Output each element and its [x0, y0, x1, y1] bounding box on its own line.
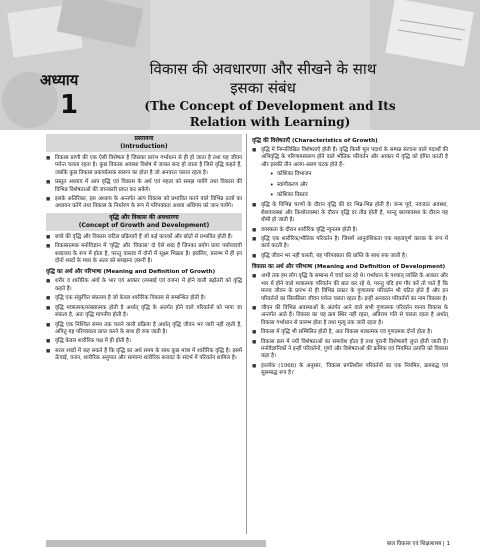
page-number: 1	[446, 541, 450, 547]
characteristics-list	[252, 147, 448, 169]
title-hindi-line1: विकास की अवधारणा और सीखने के साथ	[149, 60, 377, 78]
intro-heading	[46, 134, 242, 152]
list-item: ■ वृद्धि केवल शारीरिक पक्ष में ही होती है।	[46, 338, 242, 345]
characteristics-sub-list	[270, 171, 448, 199]
concept-heading-hindi: वृद्धि और विकास की अवधारणा	[109, 213, 179, 221]
title-english-line2: Relation with Learning)	[189, 115, 351, 129]
list-item: ■ वृद्धि जीवन भर नहीं चलती, यह परिपक्वता की प्राप्ति के साथ रुक जाती है।	[252, 253, 448, 260]
footer-bar	[46, 540, 266, 547]
column-divider	[246, 134, 247, 534]
intro-list	[46, 155, 242, 211]
list-item: ■ जीवन की विभिन्न अवस्थाओं के अंतर्गत आने वाले सभी गुणात्मक परिवर्तन मानव विकास के अन्तर्गत आते हैं। विकास का यह क्रम स्थिर नहीं रहता, अविराम गति से चलता रहता है अर्थात् विकास गर्भाधान से प्रारम्भ होता है तथा मृत्यु तक जारी रहता है।	[252, 305, 448, 327]
characteristics-heading: वृद्धि की विशेषताएँ (Characteristics of Growth)	[252, 138, 378, 144]
footer-text	[387, 540, 450, 548]
list-item: ■ वृद्धि मात्रात्मक/संख्यात्मक होती है अर्थात् वृद्धि के अंतर्गत होने वाले परिवर्तनों को मापा जा सकता है, अतः वृद्धि मापनीय होती है।	[46, 305, 242, 320]
chapter-title-hindi	[118, 60, 408, 98]
list-item: ■ वृद्धि एक शारीरिक/भौतिक परिवर्तन है। जिसमें आनुवंशिकता एक महत्वपूर्ण कारक के रूप में कार्य करती है।	[252, 236, 448, 251]
list-item: ■ विकासात्मक मनोविज्ञान में 'वृद्धि' और 'विकास' दो ऐसे शब्द हैं जिनका प्रयोग प्रायः पर्यायवाची शब्दावय के रूप में होता है, परन्तु वास्तव में दोनों में सूक्ष्म भिन्नता है। इसलिए, प्रारम्भ में ही इन दोनों शब्दों के मध्य के अंतर को समझना ज़रूरी है।	[46, 243, 242, 265]
list-item: ■ प्रस्तुत अध्याय में आप वृद्धि एवं विकास के अर्थ एवं महत्व को समझ पायेंगे तथा विकास की विभिन्न विशेषताओं की जानकारी प्राप्त कर सकेंगे।	[46, 179, 242, 194]
characteristics-list-2	[252, 202, 448, 260]
page-footer	[0, 540, 480, 555]
development-heading: विकास का अर्थ और परिभाषा (Meaning and Definition of Development)	[252, 264, 446, 271]
list-item: ■ विकास प्राणी की एक ऐसी विशेषता है जिसका प्रारंभ गर्भाधान से ही हो जाता है तथा यह जीवन पर्यन्त चलता रहता है। कुछ विकास अवस्था विशेष में जाकर बन्द हो जाता है जिसे वृद्धि कहते हैं, जबकि कुछ विकास प्रकार्यात्मक स्वरूप का होता है जो अनवरत चलता रहता है।	[46, 155, 242, 177]
concept-heading-english: (Concept of Growth and Development)	[78, 221, 210, 229]
chapter-number: 1	[60, 90, 79, 120]
chapter-title-english	[140, 98, 400, 130]
list-item: ■ वृद्धि एक निश्चित समय तक चलने वाली प्रक्रिया है अर्थात् वृद्धि जीवन भर जारी नहीं रहती है, अपितु यह परिपक्वता प्राप्त करने के साथ ही रुक जाती है।	[46, 322, 242, 337]
list-item: ■ वृद्धि में निम्नलिखित विशेषताएँ होती हैं। वृद्धि किसी मूल पदार्थ के सम्पन्न संरचना वाले पदार्थों की अभिवृद्धि के परिणामस्वरूप होने वाले भौतिक परिवर्तन और आकार में वृद्धि को इंगित करती है और इसकी तीन अलग-अलग घटक होते हैं–	[252, 147, 448, 169]
footer-separator: |	[442, 541, 447, 547]
footer-book-title: बाल विकास एवं शिक्षाशास्त्र	[386, 541, 442, 547]
list-item: ■ वयस्कता के दौरान शारीरिक वृद्धि न्यूनतम होती है।	[252, 227, 448, 234]
development-list	[252, 273, 448, 377]
list-item: ■ वृद्धि के विभिन्न चरणों के दौरान वृद्धि की दर भिन्न-भिन्न होती है। जन्म पूर्व, नवजात अवस्था, शैशवावस्था और किशोरावस्था के दौरान वृद्धि दर तीव्र होती है, परन्तु बाल्यावस्था के दौरान यह धीमी हो जाती है।	[252, 202, 448, 224]
intro-heading-english: (Introduction)	[120, 143, 168, 150]
growth-list	[46, 278, 242, 362]
sub-list-item: • स्वांगीकरण और	[270, 182, 448, 189]
list-item: ■ विकास क्रम में नयी विशेषताओं का समावेश होता है तथा पुरानी विशेषताएँ लुप्त होती जाती हैं। मनोवैज्ञानिकों ने इन्हीं परिवर्तनों, गुणों और विशेषताओं की क्रमिक एवं नियमित उत्पत्ति को विकास कहा है।	[252, 339, 448, 361]
list-item: ■ बच्चे की वृद्धि और विकास जटिल प्रक्रियाएँ हैं जो कई कारकों और छोटों से प्रभावित होती हैं।	[46, 234, 242, 241]
chapter-header	[0, 0, 480, 130]
left-column	[46, 134, 242, 365]
sub-list-item: • कोशिका विभाजन	[270, 171, 448, 178]
title-hindi-line2: इसका संबंध	[230, 79, 296, 97]
concept-list	[46, 234, 242, 266]
right-column	[252, 134, 448, 380]
list-item: ■ सरल शब्दों में कह सकते हैं कि वृद्धि का अर्थ समय के साथ कुछ मात्रा में शारीरिक वृद्धि है। इसमें ऊँचाई, वजन, शारीरिक अनुपात और सामान्य शारीरिक बनावट के संदर्भ में परिवर्तन शामिल है।	[46, 348, 242, 363]
list-item: ■ वृद्धि एक संकुचित संप्रत्यय है जो केवल शारीरिक विकास से सम्बन्धित होती है।	[46, 295, 242, 302]
list-item: ■ हरलॉक (1968) के अनुसार, 'विकास प्रगतिशील परिवर्तनों का एक नियमित, क्रमबद्ध एवं सुसम्बद्ध रूप है।'	[252, 363, 448, 378]
list-item: ■ शरीर व शारीरिक अंगों के भार एवं आकार (लम्बाई एवं वजन) में होने वाली बढ़ोतरी को वृद्धि कहते हैं।	[46, 278, 242, 293]
list-item: ■ अभी तक हम लोग वृद्धि के सम्बन्ध में चर्चा कर रहे थे। गर्भाधान के पश्चात् व्यक्ति के आकार और भार में होने वाले मात्रात्मक परिवर्तन की बात कर रहे थे, परन्तु यदि हम गौर करें तो पाते हैं कि मानव जीवन के प्रारंभ से ही विभिन्न प्रकार के गुणात्मक परिवर्तन भी घटित होते हैं और इन परिवर्तनों का सिलसिला जीवन पर्यन्त चलता रहता है। इन्हीं अनवरत परिवर्तनों का नाम विकास है।	[252, 273, 448, 303]
list-item: ■ विकास में वृद्धि भी सम्मिलित होती है, अतः विकास मात्रात्मक एवं गुणात्मक दोनों होता है।	[252, 329, 448, 336]
chapter-label: अध्याय	[40, 71, 79, 89]
list-item: ■ इसके अतिरिक्त, इस अध्याय के अन्तर्गत आप विकास को प्रभावित करने वाले विभिन्न तत्वों का अध्ययन करेंगे तथा विकास के निर्धारण के रूप में परिपक्वता अथवा अधिगम को जान पायेंगे।	[46, 196, 242, 211]
growth-heading: वृद्धि का अर्थ और परिभाषा (Meaning and Definition of Growth)	[46, 269, 216, 276]
title-english-line1: (The Concept of Development and Its	[144, 99, 396, 113]
sub-list-item: • कोशिका विस्तार	[270, 192, 448, 199]
intro-heading-hindi: प्रस्तावना	[134, 135, 154, 142]
concept-heading	[46, 213, 242, 231]
